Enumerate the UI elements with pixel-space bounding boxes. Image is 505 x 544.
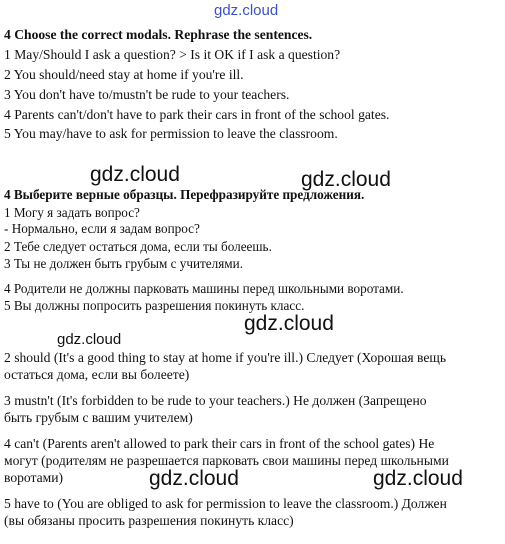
answer-5-line-1: 5 have to (You are obliged to ask for permission to leave the classroom.) Должен: [4, 496, 447, 511]
answer-4-line-3: воротами): [4, 470, 64, 485]
answer-2-line-1: 2 should (It's a good thing to stay at home if you're ill.) Следует (Хорошая вещь: [4, 350, 447, 365]
exercise-item-en-5: 5 You may/have to ask for permission to leave the classroom.: [4, 126, 338, 141]
answer-4-line-2: могут (родителям не разрешается парковать свои машины перед школьными: [4, 453, 449, 468]
exercise-item-ru-5: 5 Вы должны попросить разрешения покинуть класс.: [4, 298, 305, 313]
exercise-item-ru-4: 4 Родители не должны парковать машины перед школьными воротами.: [4, 281, 404, 296]
exercise-item-en-2: 2 You should/need stay at home if you're ill.: [4, 67, 244, 82]
answer-3-line-1: 3 mustn't (It's forbidden to be rude to your teachers.) Не должен (Запрещено: [4, 393, 427, 408]
exercise-item-en-3: 3 You don't have to/mustn't be rude to your teachers.: [4, 87, 290, 102]
watermark-2: gdz.cloud: [301, 168, 391, 191]
exercise-item-ru-3: 3 Ты не должен быть грубым с учителями.: [4, 256, 244, 271]
watermark-3: gdz.cloud: [244, 312, 334, 335]
watermark-5: gdz.cloud: [149, 467, 239, 490]
exercise-item-ru-1-rephrase: - Нормально, если я задам вопрос?: [4, 221, 200, 236]
watermark-top: gdz.cloud: [214, 2, 279, 19]
exercise-item-en-1: 1 May/Should I ask a question? > Is it OK if I ask a question?: [4, 47, 341, 62]
watermark-1: gdz.cloud: [90, 163, 180, 186]
watermark-6: gdz.cloud: [373, 467, 463, 490]
answer-3-line-2: быть грубым с вашим учителем): [4, 410, 193, 425]
exercise-item-en-4: 4 Parents can't/don't have to park their cars in front of the school gates.: [4, 107, 390, 122]
exercise-heading-en: 4 Choose the correct modals. Rephrase the sentences.: [4, 27, 313, 42]
watermark-4: gdz.cloud: [57, 331, 122, 348]
answer-5-line-2: (вы обязаны просить разрешения покинуть класс): [4, 513, 294, 528]
exercise-item-ru-1: 1 Могу я задать вопрос?: [4, 205, 140, 220]
answer-2-line-2: остаться дома, если вы болеете): [4, 367, 190, 382]
exercise-heading-ru: 4 Выберите верные образцы. Перефразируйте предложения.: [4, 187, 365, 202]
exercise-item-ru-2: 2 Тебе следует остаться дома, если ты болеешь.: [4, 239, 272, 254]
answer-4-line-1: 4 can't (Parents aren't allowed to park their cars in front of the school gates) Не: [4, 436, 435, 451]
